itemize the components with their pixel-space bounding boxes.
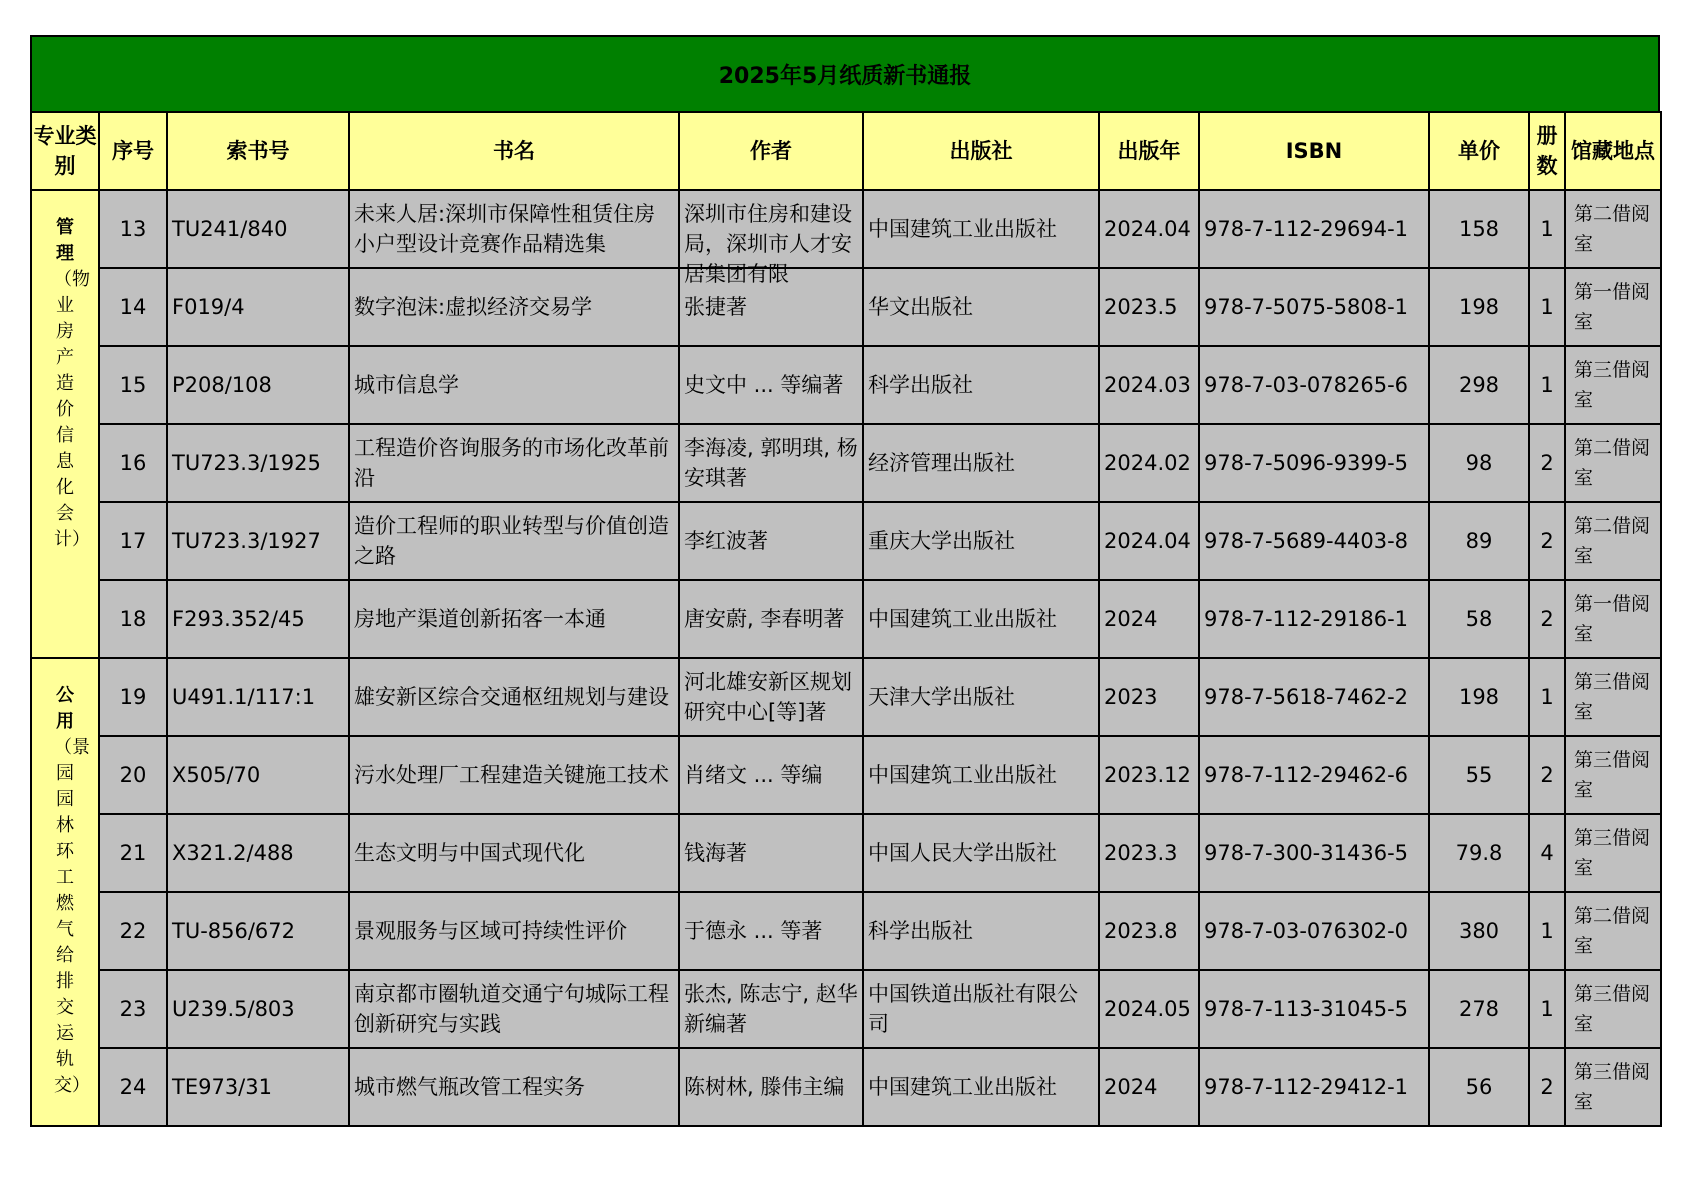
new-books-table	[30, 111, 1662, 1127]
cell-isbn	[1199, 814, 1429, 892]
cell-call-no	[167, 268, 349, 346]
cell-location-text: 第二借阅室	[1574, 437, 1651, 489]
cell-call-no	[167, 736, 349, 814]
cell-seq-text: 16	[119, 451, 147, 475]
cell-isbn-text: 978-7-03-078265-6	[1204, 373, 1409, 397]
cell-seq-text: 18	[119, 607, 147, 631]
cell-price	[1429, 268, 1529, 346]
cell-year-text: 2024.05	[1104, 997, 1191, 1021]
cell-call-no-text: F019/4	[172, 295, 245, 319]
cell-publisher	[863, 1048, 1099, 1126]
cell-seq	[99, 424, 167, 502]
cell-publisher-text: 重庆大学出版社	[868, 529, 1015, 553]
cell-copies	[1529, 1048, 1565, 1126]
cell-publisher	[863, 580, 1099, 658]
cell-price	[1429, 736, 1529, 814]
cell-call-no-text: U239.5/803	[172, 997, 295, 1021]
cell-location	[1565, 424, 1661, 502]
cell-seq	[99, 268, 167, 346]
cell-isbn-text: 978-7-03-076302-0	[1204, 919, 1409, 943]
cell-publisher	[863, 892, 1099, 970]
cell-author	[679, 1048, 863, 1126]
cell-copies-text: 2	[1540, 763, 1554, 787]
cell-seq-text: 20	[119, 763, 147, 787]
cell-author	[679, 658, 863, 736]
table-body	[31, 190, 1661, 1126]
cell-isbn	[1199, 658, 1429, 736]
cell-seq	[99, 580, 167, 658]
cell-year	[1099, 424, 1199, 502]
table-row	[31, 424, 1661, 502]
cell-book-title-text: 城市燃气瓶改管工程实务	[354, 1075, 585, 1099]
cell-book-title	[349, 970, 679, 1048]
cell-location	[1565, 658, 1661, 736]
cell-location-text: 第二借阅室	[1574, 515, 1651, 567]
cell-price	[1429, 658, 1529, 736]
book-report-sheet	[30, 35, 1660, 1127]
cell-year-text: 2023.5	[1104, 295, 1178, 319]
cell-price-text: 278	[1458, 997, 1500, 1021]
cell-copies-text: 1	[1540, 217, 1554, 241]
cell-isbn-text: 978-7-5075-5808-1	[1204, 295, 1409, 319]
header-book-title: 书名	[349, 112, 679, 190]
cell-seq	[99, 814, 167, 892]
cell-isbn	[1199, 892, 1429, 970]
header-year: 出版年	[1099, 112, 1199, 190]
cell-year-text: 2024.04	[1104, 529, 1191, 553]
cell-copies	[1529, 424, 1565, 502]
cell-location-text: 第一借阅室	[1574, 593, 1651, 645]
cell-year-text: 2023.12	[1104, 763, 1191, 787]
cell-seq	[99, 502, 167, 580]
cell-author	[679, 970, 863, 1048]
cell-author-text: 李海凌, 郭明琪, 杨安琪著	[684, 436, 858, 490]
cell-publisher	[863, 424, 1099, 502]
cell-copies-text: 1	[1540, 997, 1554, 1021]
cell-copies	[1529, 892, 1565, 970]
cell-author	[679, 892, 863, 970]
cell-author-text: 钱海著	[684, 841, 747, 865]
cell-location-text: 第三借阅室	[1574, 983, 1651, 1035]
category-label	[32, 215, 98, 553]
cell-seq-text: 15	[119, 373, 147, 397]
cell-author	[679, 190, 863, 286]
cell-year	[1099, 346, 1199, 424]
cell-year-text: 2023	[1104, 685, 1158, 709]
category-main: 公用	[56, 685, 74, 732]
cell-publisher-text: 中国建筑工业出版社	[868, 1075, 1057, 1099]
cell-call-no	[167, 346, 349, 424]
cell-author-text: 陈树林, 滕伟主编	[684, 1075, 845, 1099]
cell-isbn	[1199, 346, 1429, 424]
cell-call-no	[167, 580, 349, 658]
cell-year	[1099, 658, 1199, 736]
cell-publisher	[863, 970, 1099, 1048]
cell-call-no-text: TU723.3/1925	[172, 451, 321, 475]
cell-author-text: 肖绪文 ... 等编	[684, 763, 823, 787]
cell-price	[1429, 502, 1529, 580]
cell-copies	[1529, 190, 1565, 268]
cell-book-title-text: 污水处理厂工程建造关键施工技术	[354, 763, 669, 787]
cell-copies	[1529, 970, 1565, 1048]
cell-book-title	[349, 892, 679, 970]
table-row	[31, 970, 1661, 1048]
cell-year	[1099, 190, 1199, 268]
cell-price-text: 380	[1458, 919, 1500, 943]
cell-isbn	[1199, 424, 1429, 502]
cell-author-text: 史文中 ... 等编著	[684, 373, 844, 397]
cell-call-no	[167, 658, 349, 736]
category-label	[32, 683, 98, 1099]
cell-book-title-text: 未来人居:深圳市保障性租赁住房小户型设计竞赛作品精选集	[354, 202, 656, 256]
cell-seq	[99, 892, 167, 970]
category-cell	[31, 190, 99, 658]
cell-location	[1565, 814, 1661, 892]
header-category: 专业类别	[31, 112, 99, 190]
cell-seq	[99, 190, 167, 268]
cell-call-no-text: U491.1/117:1	[172, 685, 316, 709]
cell-book-title	[349, 736, 679, 814]
cell-seq	[99, 658, 167, 736]
cell-price-text: 79.8	[1455, 841, 1503, 865]
header-isbn: ISBN	[1199, 112, 1429, 190]
cell-call-no-text: F293.352/45	[172, 607, 305, 631]
cell-location-text: 第三借阅室	[1574, 1061, 1651, 1113]
cell-seq	[99, 1048, 167, 1126]
cell-book-title	[349, 658, 679, 736]
cell-call-no	[167, 1048, 349, 1126]
cell-author-text: 唐安蔚, 李春明著	[684, 607, 845, 631]
cell-isbn-text: 978-7-112-29186-1	[1204, 607, 1409, 631]
cell-call-no-text: TU723.3/1927	[172, 529, 321, 553]
cell-seq-text: 19	[119, 685, 147, 709]
header-seq: 序号	[99, 112, 167, 190]
cell-year	[1099, 1048, 1199, 1126]
cell-isbn	[1199, 970, 1429, 1048]
cell-location	[1565, 1048, 1661, 1126]
cell-author	[679, 346, 863, 424]
cell-seq	[99, 736, 167, 814]
cell-book-title-text: 城市信息学	[354, 373, 459, 397]
cell-price	[1429, 580, 1529, 658]
cell-call-no-text: X505/70	[172, 763, 261, 787]
cell-author	[679, 736, 863, 814]
cell-year-text: 2024.03	[1104, 373, 1191, 397]
cell-location-text: 第二借阅室	[1574, 203, 1651, 255]
cell-author	[679, 424, 863, 502]
cell-author-text: 于德永 ... 等著	[684, 919, 823, 943]
cell-isbn	[1199, 268, 1429, 346]
cell-publisher-text: 华文出版社	[868, 295, 973, 319]
cell-copies-text: 2	[1540, 1075, 1554, 1099]
cell-author	[679, 814, 863, 892]
cell-price	[1429, 1048, 1529, 1126]
cell-seq	[99, 970, 167, 1048]
cell-location-text: 第三借阅室	[1574, 359, 1651, 411]
cell-year	[1099, 268, 1199, 346]
cell-book-title	[349, 268, 679, 346]
cell-publisher	[863, 268, 1099, 346]
cell-price-text: 55	[1465, 763, 1493, 787]
cell-year-text: 2024.02	[1104, 451, 1191, 475]
cell-publisher-text: 经济管理出版社	[868, 451, 1015, 475]
cell-seq-text: 23	[119, 997, 147, 1021]
cell-publisher	[863, 658, 1099, 736]
cell-call-no	[167, 892, 349, 970]
cell-author-text: 河北雄安新区规划研究中心[等]著	[684, 670, 852, 724]
cell-year	[1099, 970, 1199, 1048]
cell-price-text: 158	[1458, 217, 1500, 241]
cell-copies-text: 2	[1540, 451, 1554, 475]
cell-year-text: 2023.8	[1104, 919, 1178, 943]
cell-author	[679, 580, 863, 658]
cell-year	[1099, 892, 1199, 970]
cell-isbn	[1199, 580, 1429, 658]
cell-location-text: 第二借阅室	[1574, 905, 1651, 957]
cell-isbn-text: 978-7-113-31045-5	[1204, 997, 1409, 1021]
report-title: 2025年5月纸质新书通报	[30, 35, 1660, 111]
cell-call-no-text: X321.2/488	[172, 841, 294, 865]
cell-isbn-text: 978-7-112-29412-1	[1204, 1075, 1409, 1099]
header-row	[31, 112, 1661, 190]
cell-copies	[1529, 268, 1565, 346]
cell-copies-text: 4	[1540, 841, 1554, 865]
cell-publisher	[863, 736, 1099, 814]
cell-copies-text: 1	[1540, 919, 1554, 943]
cell-seq-text: 24	[119, 1075, 147, 1099]
cell-isbn-text: 978-7-112-29694-1	[1204, 217, 1409, 241]
cell-price-text: 298	[1458, 373, 1500, 397]
cell-book-title-text: 南京都市圈轨道交通宁句城际工程创新研究与实践	[354, 982, 669, 1036]
cell-call-no	[167, 502, 349, 580]
header-publisher: 出版社	[863, 112, 1099, 190]
cell-copies-text: 2	[1540, 607, 1554, 631]
cell-year-text: 2023.3	[1104, 841, 1178, 865]
cell-year	[1099, 736, 1199, 814]
cell-isbn-text: 978-7-5689-4403-8	[1204, 529, 1409, 553]
cell-price-text: 56	[1465, 1075, 1493, 1099]
cell-isbn-text: 978-7-300-31436-5	[1204, 841, 1409, 865]
table-row	[31, 892, 1661, 970]
cell-call-no	[167, 190, 349, 268]
table-row	[31, 268, 1661, 346]
header-price: 单价	[1429, 112, 1529, 190]
table-row	[31, 190, 1661, 268]
cell-location	[1565, 346, 1661, 424]
cell-book-title	[349, 190, 679, 268]
cell-isbn-text: 978-7-112-29462-6	[1204, 763, 1409, 787]
cell-location	[1565, 892, 1661, 970]
cell-copies	[1529, 346, 1565, 424]
cell-year-text: 2024	[1104, 607, 1158, 631]
cell-book-title-text: 雄安新区综合交通枢纽规划与建设	[354, 685, 669, 709]
cell-copies-text: 1	[1540, 295, 1554, 319]
header-author: 作者	[679, 112, 863, 190]
cell-seq	[99, 346, 167, 424]
cell-call-no	[167, 814, 349, 892]
cell-publisher-text: 天津大学出版社	[868, 685, 1015, 709]
cell-author-text: 深圳市住房和建设局，深圳市人才安居集团有限	[684, 202, 852, 286]
category-main: 管理	[56, 217, 74, 264]
cell-publisher-text: 中国建筑工业出版社	[868, 763, 1057, 787]
cell-location	[1565, 502, 1661, 580]
cell-book-title	[349, 502, 679, 580]
cell-isbn	[1199, 1048, 1429, 1126]
cell-location	[1565, 970, 1661, 1048]
cell-year	[1099, 502, 1199, 580]
cell-publisher-text: 科学出版社	[868, 919, 973, 943]
cell-call-no-text: TU241/840	[172, 217, 288, 241]
cell-book-title-text: 造价工程师的职业转型与价值创造之路	[354, 514, 669, 568]
cell-book-title	[349, 424, 679, 502]
cell-isbn	[1199, 736, 1429, 814]
cell-copies	[1529, 658, 1565, 736]
cell-isbn-text: 978-7-5096-9399-5	[1204, 451, 1409, 475]
cell-price	[1429, 814, 1529, 892]
cell-publisher-text: 科学出版社	[868, 373, 973, 397]
cell-year	[1099, 814, 1199, 892]
cell-year-text: 2024	[1104, 1075, 1158, 1099]
cell-location-text: 第一借阅室	[1574, 281, 1651, 333]
cell-seq-text: 17	[119, 529, 147, 553]
cell-seq-text: 21	[119, 841, 147, 865]
cell-copies-text: 2	[1540, 529, 1554, 553]
cell-author-text: 李红波著	[684, 529, 768, 553]
cell-book-title-text: 景观服务与区域可持续性评价	[354, 919, 627, 943]
table-row	[31, 736, 1661, 814]
cell-price	[1429, 346, 1529, 424]
cell-price-text: 198	[1458, 295, 1500, 319]
cell-price-text: 98	[1465, 451, 1493, 475]
header-location: 馆藏地点	[1565, 112, 1661, 190]
cell-call-no	[167, 970, 349, 1048]
table-row	[31, 814, 1661, 892]
cell-publisher	[863, 346, 1099, 424]
cell-price	[1429, 892, 1529, 970]
cell-call-no	[167, 424, 349, 502]
cell-book-title-text: 生态文明与中国式现代化	[354, 841, 585, 865]
cell-publisher-text: 中国人民大学出版社	[868, 841, 1057, 865]
cell-copies	[1529, 502, 1565, 580]
table-row	[31, 346, 1661, 424]
cell-copies	[1529, 814, 1565, 892]
cell-location-text: 第三借阅室	[1574, 827, 1651, 879]
cell-author-text: 张杰, 陈志宁, 赵华新编著	[684, 982, 858, 1036]
cell-seq-text: 13	[119, 217, 147, 241]
cell-location-text: 第三借阅室	[1574, 671, 1651, 723]
category-detail: （景园园林环工燃气给排交运轨交）	[54, 737, 90, 1096]
cell-location	[1565, 190, 1661, 268]
cell-book-title	[349, 580, 679, 658]
cell-location	[1565, 580, 1661, 658]
cell-copies	[1529, 736, 1565, 814]
cell-price-text: 58	[1465, 607, 1493, 631]
header-call-no: 索书号	[167, 112, 349, 190]
cell-location-text: 第三借阅室	[1574, 749, 1651, 801]
cell-call-no-text: P208/108	[172, 373, 272, 397]
cell-book-title	[349, 814, 679, 892]
category-detail: （物业房产造价信息化会计）	[54, 269, 90, 550]
cell-author	[679, 502, 863, 580]
cell-seq-text: 22	[119, 919, 147, 943]
cell-price-text: 89	[1465, 529, 1493, 553]
cell-book-title-text: 工程造价咨询服务的市场化改革前沿	[354, 436, 669, 490]
cell-price	[1429, 970, 1529, 1048]
cell-seq-text: 14	[119, 295, 147, 319]
cell-copies-text: 1	[1540, 685, 1554, 709]
cell-publisher	[863, 502, 1099, 580]
table-row	[31, 502, 1661, 580]
cell-isbn	[1199, 502, 1429, 580]
cell-call-no-text: TE973/31	[172, 1075, 272, 1099]
cell-publisher-text: 中国建筑工业出版社	[868, 217, 1057, 241]
cell-publisher	[863, 814, 1099, 892]
cell-publisher-text: 中国铁道出版社有限公司	[868, 982, 1078, 1036]
cell-book-title	[349, 346, 679, 424]
cell-copies-text: 1	[1540, 373, 1554, 397]
category-cell	[31, 658, 99, 1126]
table-row	[31, 1048, 1661, 1126]
cell-price-text: 198	[1458, 685, 1500, 709]
cell-price	[1429, 424, 1529, 502]
cell-book-title	[349, 1048, 679, 1126]
header-copies: 册数	[1529, 112, 1565, 190]
table-row	[31, 580, 1661, 658]
cell-publisher-text: 中国建筑工业出版社	[868, 607, 1057, 631]
cell-publisher	[863, 190, 1099, 268]
cell-location	[1565, 736, 1661, 814]
cell-location	[1565, 268, 1661, 346]
cell-author-text: 张捷著	[684, 295, 747, 319]
cell-isbn-text: 978-7-5618-7462-2	[1204, 685, 1409, 709]
cell-book-title-text: 数字泡沫:虚拟经济交易学	[354, 295, 593, 319]
cell-copies	[1529, 580, 1565, 658]
cell-year	[1099, 580, 1199, 658]
cell-call-no-text: TU-856/672	[172, 919, 296, 943]
cell-price	[1429, 190, 1529, 268]
cell-isbn	[1199, 190, 1429, 268]
cell-book-title-text: 房地产渠道创新拓客一本通	[354, 607, 606, 631]
cell-year-text: 2024.04	[1104, 217, 1191, 241]
table-row	[31, 658, 1661, 736]
